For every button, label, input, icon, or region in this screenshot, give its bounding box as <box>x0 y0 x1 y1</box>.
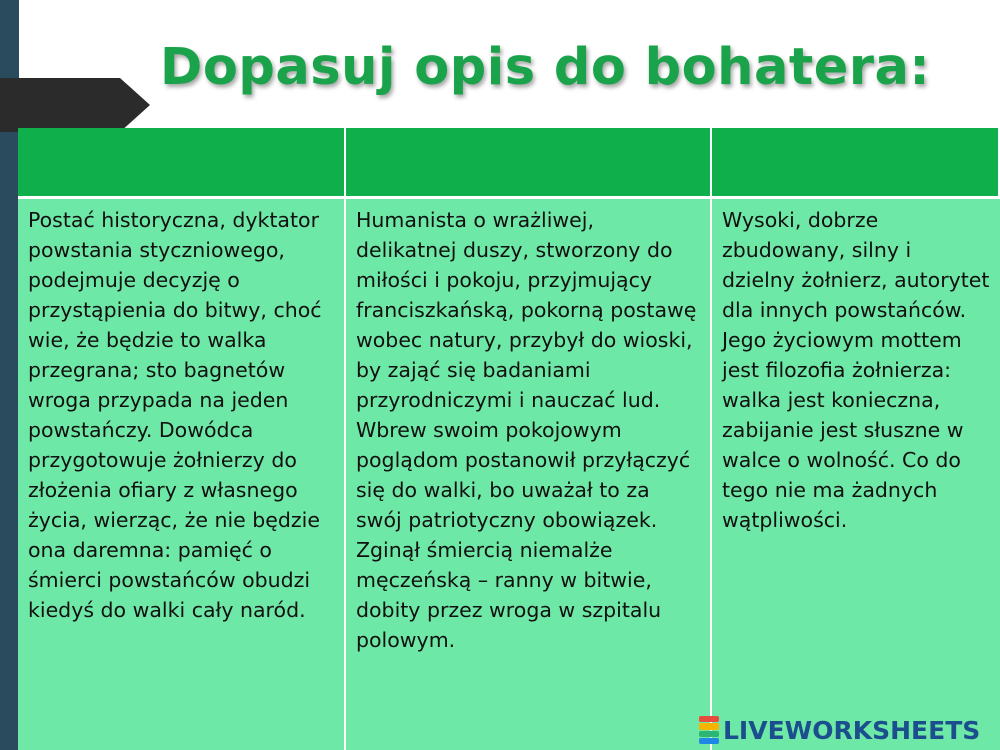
matching-table <box>18 128 1000 750</box>
logo-mark-square-4 <box>699 738 719 744</box>
header-cell-3[interactable] <box>712 128 1000 196</box>
description-cell-1: Postać historyczna, dyktator powstania styczniowego, podejmuje decyzję o przystąpienia do bitwy, choć wie, że będzie to walka przegrana; sto bagnetów wroga przypada na jeden powstańczy. Dowódca przygotowuje żołnierzy do złożenia ofiary z własnego życia, wierząc, że nie będzie ona daremna: pamięć o śmierci powstańców obudzi kiedyś do walki cały naród. <box>18 196 346 750</box>
logo-mark-square-1 <box>699 716 719 722</box>
arrow-tab-decoration <box>0 78 150 132</box>
description-cell-2: Humanista o wrażliwej, delikatnej duszy, stworzony do miłości i pokoju, przyjmujący franciszkańską, pokorną postawę wobec natury, przybył do wioski, by zająć się badaniami przyrodniczymi i nauczać lud. Wbrew swoim pokojowym poglądom postanowił przyłączyć się do walki, bo uważał to za swój patriotyczny obowiązek. Zginął śmiercią niemalże męczeńską – ranny w bitwie, dobity przez wroga w szpitalu polowym. <box>346 196 712 750</box>
liveworksheets-logo[interactable] <box>699 714 980 746</box>
liveworksheets-logo-icon <box>699 716 719 744</box>
description-cell-3: Wysoki, dobrze zbudowany, silny i dzielny żołnierz, autorytet dla innych powstańców. Jego życiowym mottem jest filozofia żołnierza: walka jest konieczna, zabijanie jest słuszne w walce o wolność. Co do tego nie ma żadnych wątpliwości. <box>712 196 1000 750</box>
logo-mark-square-3 <box>699 731 719 737</box>
header-cell-2[interactable] <box>346 128 712 196</box>
header-cell-1[interactable] <box>18 128 346 196</box>
logo-mark-square-2 <box>699 723 719 729</box>
logo-text: LIVEWORKSHEETS <box>723 715 981 745</box>
page-title: Dopasuj opis do bohatera: <box>160 38 931 97</box>
